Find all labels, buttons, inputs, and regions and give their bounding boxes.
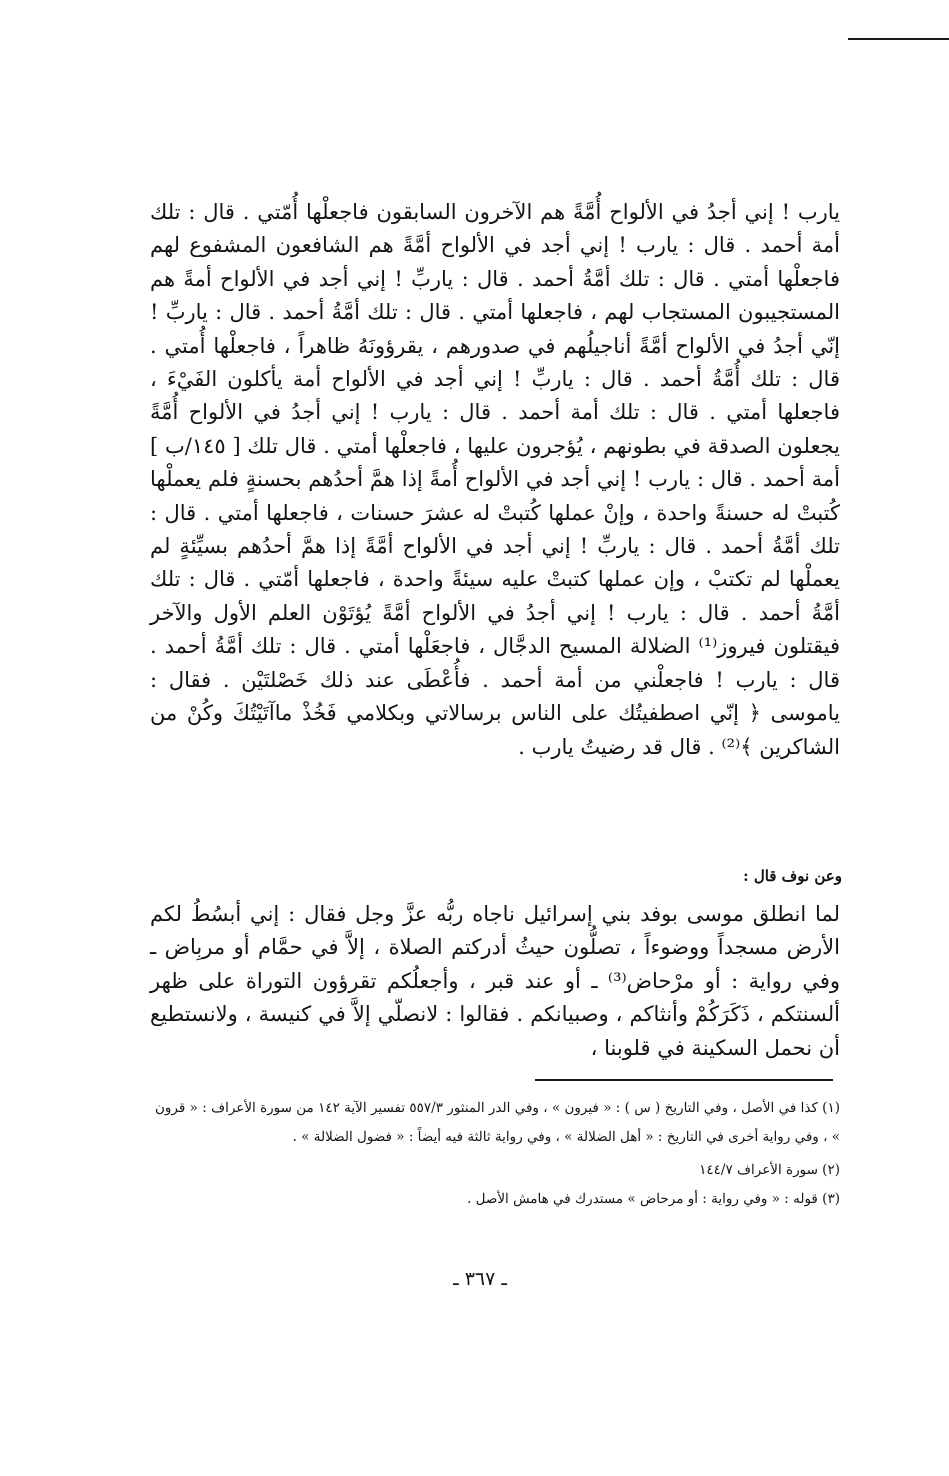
section-heading: وعن نوف قال : [743,867,842,885]
paragraph-nawf-narration: لما انطلق موسى بوفد بني إسرائيل ناجاه ربُّه عزَّ وجل فقال : إني أبسُطُ لكم الأرض مسجداً ووضوءاً ، تصلُّون حيثُ أدركتم الصلاة ، إلاَّ في حمَّام أو مربِاض ـ وفي رواية : أو مرْحاض⁽³⁾ ـ أو عند قبر ، وأجعلُكم تقرؤون التوراة على ظهر ألسنتكم ، ذَكَرَكُمْ وأنثاكم ، وصبيانكم . فقالوا : لانصلّي إلاَّ في كنيسة ، ولانستطيع أن نحمل السكينة في قلوبنا ، [150,902,841,1060]
footnote-2: (٢) سورة الأعراف ١٤٤/٧ [699,1162,840,1178]
footnotes-block [155,1094,840,1214]
header-rule [848,38,949,40]
second-text-block [150,898,840,1065]
main-text-block [150,196,840,764]
paragraph-moses-dialogue: يارب ! إني أجدُ في الألواح أُمَّةً هم الآخرون السابقون فاجعلْها أُمّتي . قال : تلك أمة أحمد . قال : يارب ! إني أجد في الألواح أمَّةً هم الشافعون المشفوع لهم فاجعلْها أمتي . قال : تلك أمَّةُ أحمد . قال : ياربِّ ! إني أجد في الألواح أمةً هم المستجيبون المستجاب لهم ، فاجعلها أمتي . قال : تلك أمَّةُ أحمد . قال : ياربِّ ! إنّي أجدُ في الألواح أمَّةً أناجيلُهم في صدورهم ، يقرؤونَهُ ظاهراً ، فاجعلْها أُمتي . قال : تلك أُمَّةُ أحمد . قال : ياربِّ ! إني أجد في الألواح أمة يأكلون الفَيْءَ ، فاجعلها أمتي . قال : تلك أمة أحمد . قال : يارب ! إني أجدُ في الألواح أُمَّةً يجعلون الصدقة في بطونهم ، يُؤجرون عليها ، فاجعلْها أمتي . قال تلك [ ١٤٥/ب ] أمة أحمد . قال : يارب ! إني أجد في الألواح أُمةً إذا همَّ أحدُهم بحسنةٍ فلم يعملْها كُتبتْ له حسنةً واحدة ، وإنْ عملها كُتبتْ له عشرَ حسنات ، فاجعلها أمتي . قال : تلك أمَّةُ أحمد . قال : ياربِّ ! إني أجد في الألواح أمَّةً إذا همَّ أحدُهم بسيِّئةٍ لم يعملْها لم تكتبْ ، وإن عملها كتبتْ عليه سيئةً واحدة ، فاجعلها أمّتي . قال : تلك أمَّةُ أحمد . قال : يارب ! إني أجدُ في الألواح أمَّةً يُؤتَوْن العلم الأول والآخر فيقتلون فيروز⁽¹⁾ الضلالة المسيح الدجَّال ، فاجعَلْها أمتي . قال : تلك أمَّةُ أحمد . قال : يارب ! فاجعلْني من أمة أحمد . فأُعْطَى عند ذلك خَصْلتَيْن . فقال : ياموسى ﴿ إنّي اصطفيتُك على الناس برسالاتي وبكلامي فَخُذْ ماآتَيْتُكَ وكُنْ من الشاكرين ﴾⁽²⁾ . قال قد رضيتُ يارب . [150,200,841,759]
page-number: ـ ٣٦٧ ـ [453,1268,507,1290]
footnote-separator [535,1079,833,1081]
footnote-1: (١) كذا في الأصل ، وفي التاريخ ( س ) : « فيرون » ، وفي الدر المنثور ٥٥٧/٣ تفسير الآية ١٤٢ من سورة الأعراف : « قرون » ، وفي رواية أخرى في التاريخ : « أهل الضلالة » ، وفي رواية ثالثة فيه أيضاً : « فضول الضلالة » . [155,1100,840,1145]
footnote-3: (٣) قوله : « وفي رواية : أو مرحاض » مستدرك في هامش الأصل . [467,1191,840,1207]
